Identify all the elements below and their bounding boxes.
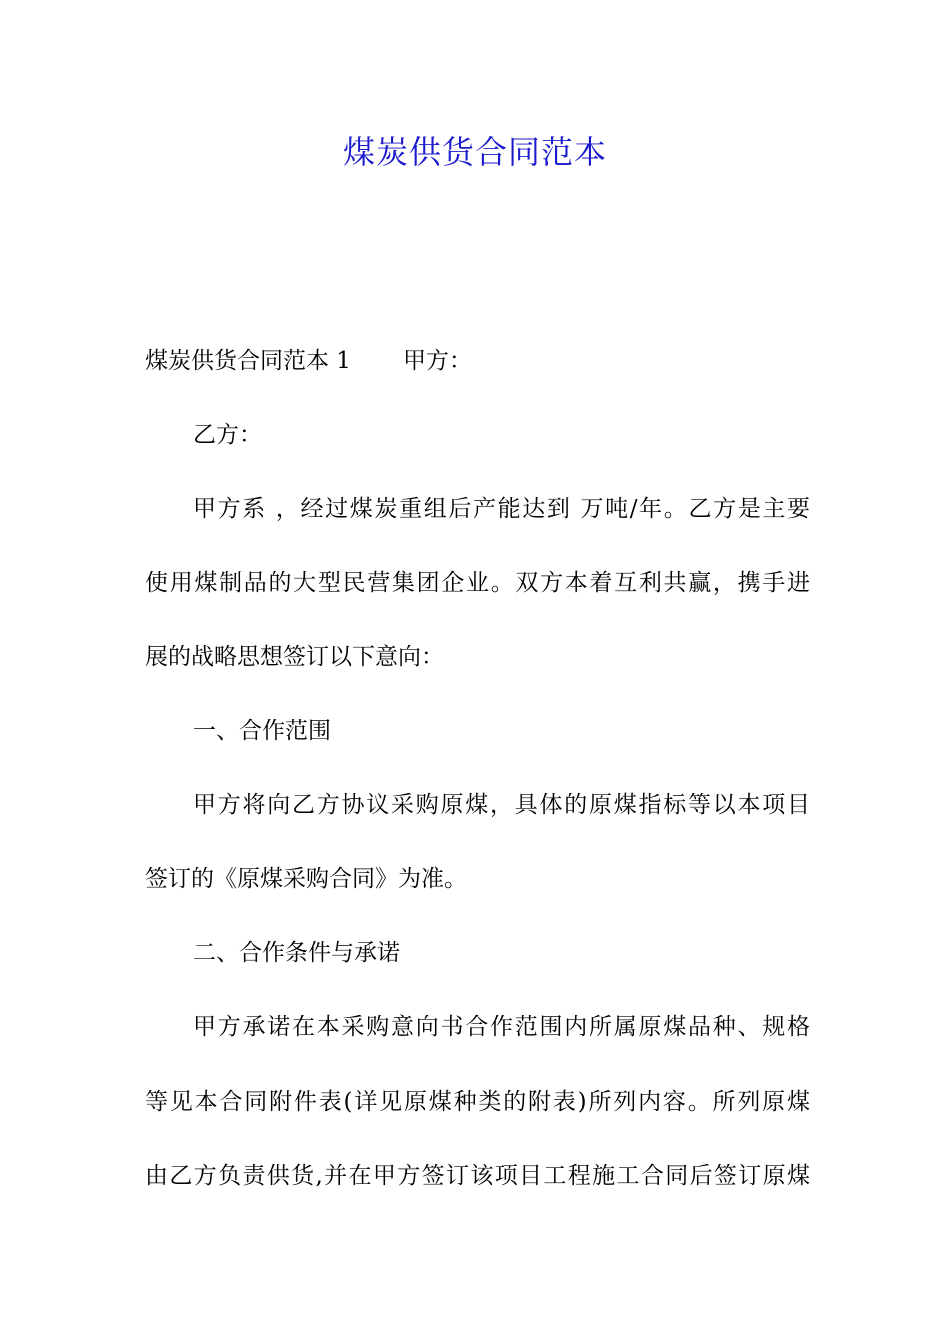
section-heading: 一、合作范围 [193,718,331,744]
party-a-label: 甲方： [402,348,472,374]
paragraph-line: 展的战略思想签订以下意向： [145,644,444,670]
paragraph-line: 使用煤制品的大型民营集团企业。双方本着互利共赢，携手进 [145,570,810,596]
paragraph-line: 甲方将向乙方协议采购原煤，具体的原煤指标等以本项目 [193,792,810,818]
document-title: 煤炭供货合同范本 [342,133,607,171]
paragraph-line: 签订的《原煤采购合同》为准。 [145,866,467,892]
party-b-label: 乙方： [193,422,262,448]
section-heading: 二、合作条件与承诺 [193,940,400,966]
paragraph-line: 甲方系 ，经过煤炭重组后产能达到 万吨/年。乙方是主要 [193,496,810,522]
contract-heading: 煤炭供货合同范本 1 [145,348,351,374]
paragraph-line: 由乙方负责供货,并在甲方签订该项目工程施工合同后签订原煤 [145,1163,810,1189]
paragraph-line: 甲方承诺在本采购意向书合作范围内所属原煤品种、规格 [193,1014,810,1040]
contract-heading-line [145,343,810,379]
paragraph-line: 等见本合同附件表(详见原煤种类的附表)所列内容。所列原煤 [145,1089,810,1115]
